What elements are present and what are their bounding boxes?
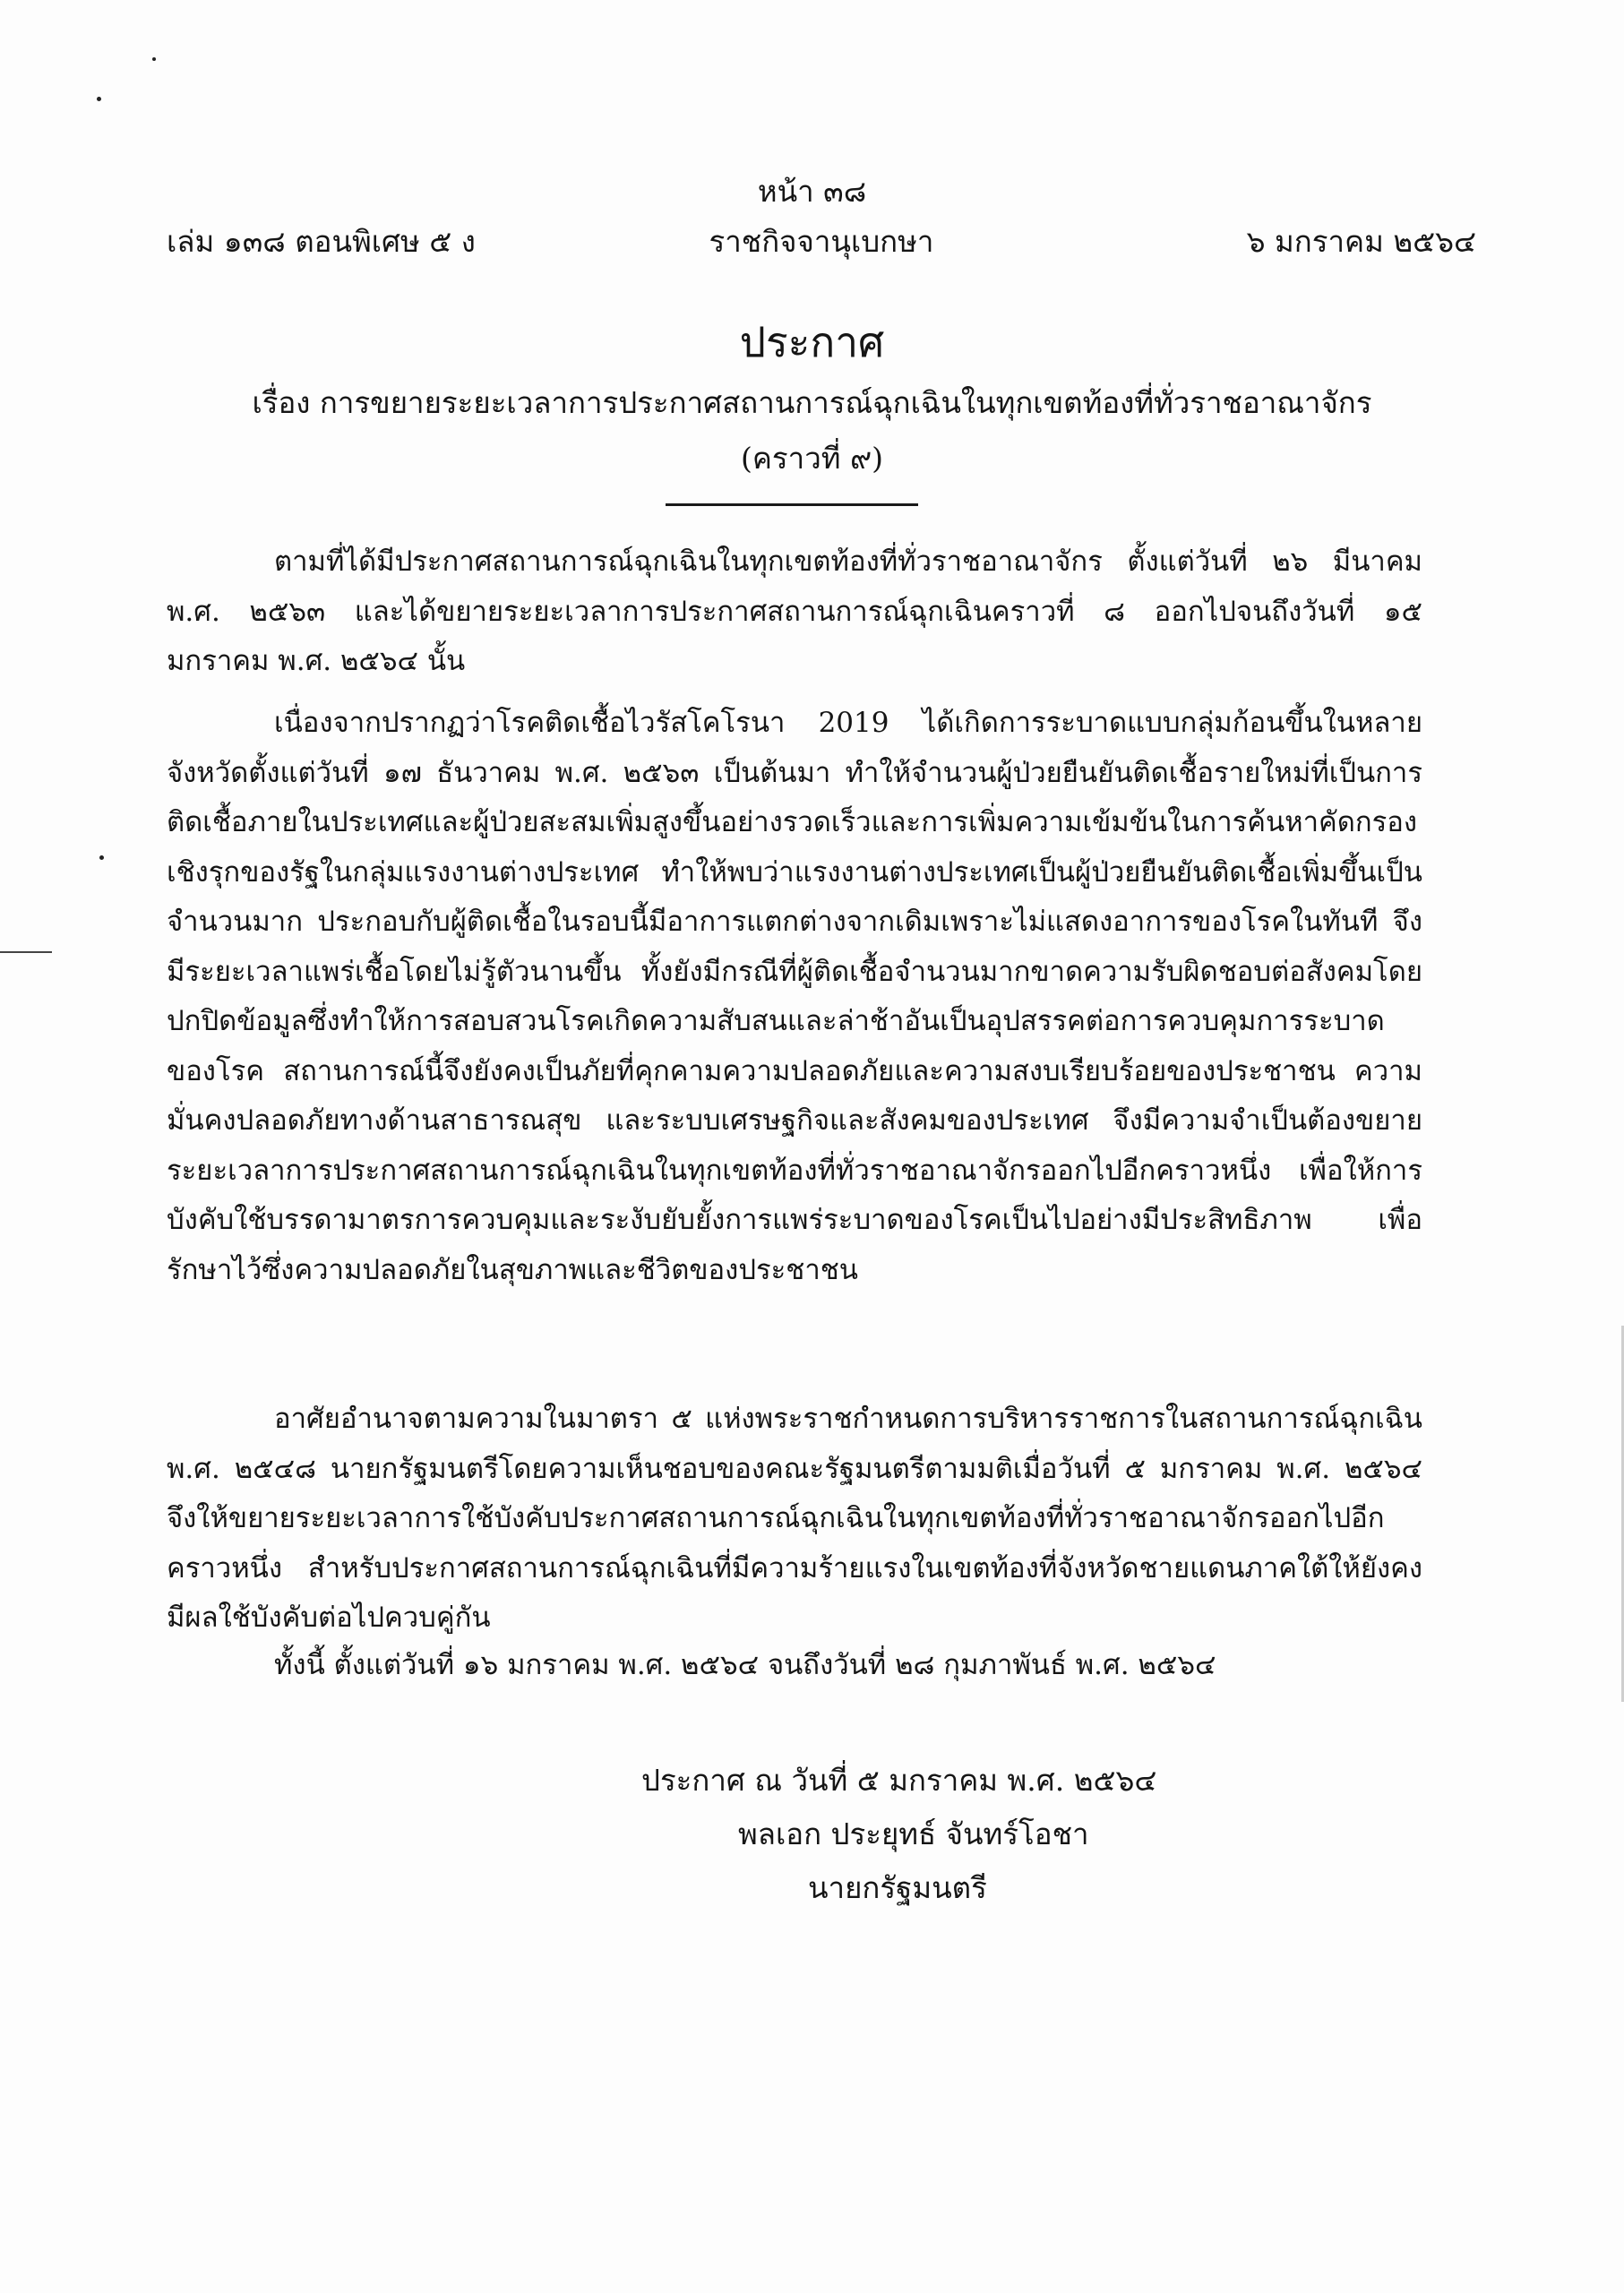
paragraph-4	[167, 1641, 1422, 1691]
paragraph-text: อาศัยอำนาจตามความในมาตรา ๕ แห่งพระราชกำหนดการบริหารราชการในสถานการณ์ฉุกเฉิน พ.ศ. ๒๕๔๘ นายกรัฐมนตรีโดยความเห็นชอบของคณะรัฐมนตรีตามมติเมื่อวันที่ ๕ มกราคม พ.ศ. ๒๕๖๔ จึงให้ขยายระยะเวลาการใช้บังคับประกาศสถานการณ์ฉุกเฉินในทุกเขตท้องที่ทั่วราชอาณาจักรออกไปอีกคราวหนึ่ง สำหรับประกาศสถานการณ์ฉุกเฉินที่มีความร้ายแรงในเขตท้องที่จังหวัดชายแดนภาคใต้ให้ยังคงมีผลใช้บังคับต่อไปควบคู่กัน	[167, 1403, 1422, 1634]
page-number: หน้า ๓๘	[757, 174, 867, 209]
gazette-header	[167, 220, 1476, 263]
announcement-date: ประกาศ ณ วันที่ ๕ มกราคม พ.ศ. ๒๕๖๔	[641, 1763, 1157, 1798]
scan-speck	[152, 57, 156, 61]
scan-edge-mark	[0, 951, 52, 953]
paragraph-text: ตามที่ได้มีประกาศสถานการณ์ฉุกเฉินในทุกเขตท้องที่ทั่วราชอาณาจักร ตั้งแต่วันที่ ๒๖ มีนาคม พ.ศ. ๒๕๖๓ และได้ขยายระยะเวลาการประกาศสถานการณ์ฉุกเฉินคราวที่ ๘ ออกไปจนถึงวันที่ ๑๕ มกราคม พ.ศ. ๒๕๖๔ นั้น	[167, 545, 1422, 677]
paragraph-text: ทั้งนี้ ตั้งแต่วันที่ ๑๖ มกราคม พ.ศ. ๒๕๖๔ จนถึงวันที่ ๒๘ กุมภาพันธ์ พ.ศ. ๒๕๖๔	[274, 1649, 1216, 1681]
title-divider	[666, 503, 918, 506]
document-subject: เรื่อง การขยายระยะเวลาการประกาศสถานการณ์ฉุกเฉินในทุกเขตท้องที่ทั่วราชอาณาจักร	[252, 385, 1372, 420]
gazette-name: ราชกิจจานุเบกษา	[709, 224, 934, 259]
document-title: ประกาศ	[739, 318, 885, 366]
document-subject-round: (คราวที่ ๙)	[740, 441, 884, 476]
paragraph-3	[167, 1395, 1422, 1644]
scan-speck	[99, 855, 104, 860]
scan-speck	[97, 97, 101, 101]
issue-date: ๖ มกราคม ๒๕๖๔	[1246, 224, 1476, 259]
paragraph-1	[167, 537, 1422, 687]
signer-position: นายกรัฐมนตรี	[808, 1870, 987, 1905]
volume-issue: เล่ม ๑๓๘ ตอนพิเศษ ๕ ง	[167, 224, 476, 259]
signer-name: พลเอก ประยุทธ์ จันทร์โอชา	[738, 1816, 1089, 1851]
paragraph-text: เนื่องจากปรากฏว่าโรคติดเชื้อไวรัสโคโรนา 2019 ได้เกิดการระบาดแบบกลุ่มก้อนขึ้นในหลายจังหวัดตั้งแต่วันที่ ๑๗ ธันวาคม พ.ศ. ๒๕๖๓ เป็นต้นมา ทำให้จำนวนผู้ป่วยยืนยันติดเชื้อรายใหม่ที่เป็นการติดเชื้อภายในประเทศและผู้ป่วยสะสมเพิ่มสูงขึ้นอย่างรวดเร็วและการเพิ่มความเข้มข้นในการค้นหาคัดกรองเชิงรุกของรัฐในกลุ่มแรงงานต่างประเทศ ทำให้พบว่าแรงงานต่างประเทศเป็นผู้ป่วยยืนยันติดเชื้อเพิ่มขึ้นเป็นจำนวนมาก ประกอบกับผู้ติดเชื้อในรอบนี้มีอาการแตกต่างจากเดิมเพราะไม่แสดงอาการของโรคในทันที จึงมีระยะเวลาแพร่เชื้อโดยไม่รู้ตัวนานขึ้น ทั้งยังมีกรณีที่ผู้ติดเชื้อจำนวนมากขาดความรับผิดชอบต่อสังคมโดยปกปิดข้อมูลซึ่งทำให้การสอบสวนโรคเกิดความสับสนและล่าช้าอันเป็นอุปสรรคต่อการควบคุมการระบาดของโรค สถานการณ์นี้จึงยังคงเป็นภัยที่คุกคามความปลอดภัยและความสงบเรียบร้อยของประชาชน ความมั่นคงปลอดภัยทางด้านสาธารณสุข และระบบเศรษฐกิจและสังคมของประเทศ จึงมีความจำเป็นต้องขยายระยะเวลาการประกาศสถานการณ์ฉุกเฉินในทุกเขตท้องที่ทั่วราชอาณาจักรออกไปอีกคราวหนึ่ง เพื่อให้การบังคับใช้บรรดามาตรการควบคุมและระงับยับยั้งการแพร่ระบาดของโรคเป็นไปอย่างมีประสิทธิภาพ เพื่อรักษาไว้ซึ่งความปลอดภัยในสุขภาพและชีวิตของประชาชน	[167, 707, 1422, 1286]
paragraph-2	[167, 699, 1422, 1295]
